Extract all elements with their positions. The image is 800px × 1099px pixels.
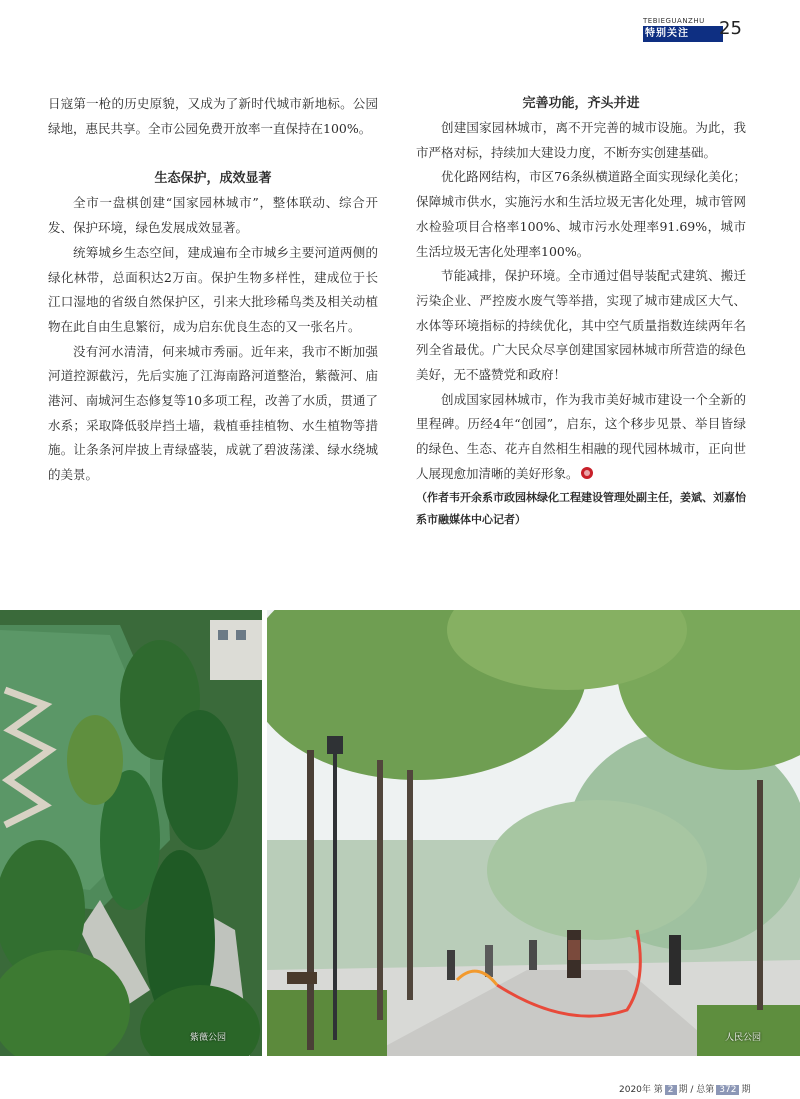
footer-label-issue: 第 xyxy=(653,1085,663,1095)
park-illustration-right xyxy=(267,610,800,1056)
section-name-cn: 特别关注 xyxy=(645,28,689,39)
body-paragraph: 创建国家园林城市，离不开完善的城市设施。为此，我市严格对标，持续加大建设力度，不断夯实创建基础。 xyxy=(416,120,746,160)
body-paragraph: 节能减排，保护环境。全市通过倡导装配式建筑、搬迁污染企业、严控废水废气等举措，实现了城市建成区大气、水体等环境指标的持续优化，其中空气质量指数连续两年名列全省最优。广大民众尽享创建国家园林城市所营造的绿色美好，无不盛赞党和政府！ xyxy=(416,268,746,383)
body-paragraph: 没有河水清清，何来城市秀丽。近年来，我市不断加强河道控源截污，先后实施了江海南路河道整治，紫薇河、庙港河、南城河生态修复等10多项工程，改善了水质，贯通了水系；采取降低驳岸挡土墙，栽植垂挂植物、水生植物等措施。让条条河岸披上青绿盛装，成就了碧波荡漾、绿水绕城的美景。 xyxy=(48,343,378,483)
footer-year: 2020年 xyxy=(619,1085,651,1095)
article-left-column xyxy=(48,92,378,488)
end-mark-icon xyxy=(581,467,593,479)
footer-label-total: 期 / 总第 xyxy=(678,1085,715,1095)
page-number: 25 xyxy=(719,18,742,39)
section-header xyxy=(637,14,757,44)
continued-paragraph: 日寇第一枪的历史原貌，又成为了新时代城市新地标。公园绿地，惠民共享。全市公园免费开放率一直保持在100%。 xyxy=(48,96,378,136)
photo-caption-left: 紫薇公园 xyxy=(190,1033,227,1043)
photo-peoples-park xyxy=(267,610,800,1056)
photo-caption-right: 人民公园 xyxy=(725,1033,762,1043)
section-name-en: TEBIEGUANZHU xyxy=(643,17,705,25)
issue-footer xyxy=(619,1082,751,1095)
body-paragraph: 优化路网结构，市区76条纵横道路全面实现绿化美化；保障城市供水，实施污水和生活垃圾无害化处理，城市管网水检验项目合格率100%、城市污水处理率91.69%，城市生活垃圾无害化处理率100%。 xyxy=(416,169,746,259)
article-right-column xyxy=(416,92,746,531)
footer-total-issue: 372 xyxy=(716,1085,739,1095)
photo-ziwei-park xyxy=(0,610,262,1056)
closing-paragraph xyxy=(416,388,746,487)
footer-label-end: 期 xyxy=(741,1085,751,1095)
footer-issue: 2 xyxy=(665,1085,677,1095)
body-paragraph: 统筹城乡生态空间，建成遍布全市城乡主要河道两侧的绿化林带，总面积达2万亩。保护生物多样性，建成位于长江口湿地的省级自然保护区，引来大批珍稀鸟类及相关动植物在此自由生息繁衍，成为启东优良生态的又一张名片。 xyxy=(48,244,378,334)
author-note: （作者韦开余系市政园林绿化工程建设管理处副主任，姜斌、刘嘉怡系市融媒体中心记者） xyxy=(416,490,746,526)
closing-text: 创成国家园林城市，作为我市美好城市建设一个全新的里程碑。历经4年“创园”，启东，这个移步见景、举目皆绿的绿色、生态、花卉自然相生相融的现代园林城市，正向世人展现愈加清晰的美好形象。 xyxy=(416,391,746,481)
section-heading-facilities: 完善功能，齐头并进 xyxy=(522,96,640,111)
body-paragraph: 全市一盘棋创建“国家园林城市”，整体联动、综合开发、保护环境，绿色发展成效显著。 xyxy=(48,195,378,236)
park-illustration-left xyxy=(0,610,262,1056)
section-heading-ecology: 生态保护，成效显著 xyxy=(154,171,272,187)
